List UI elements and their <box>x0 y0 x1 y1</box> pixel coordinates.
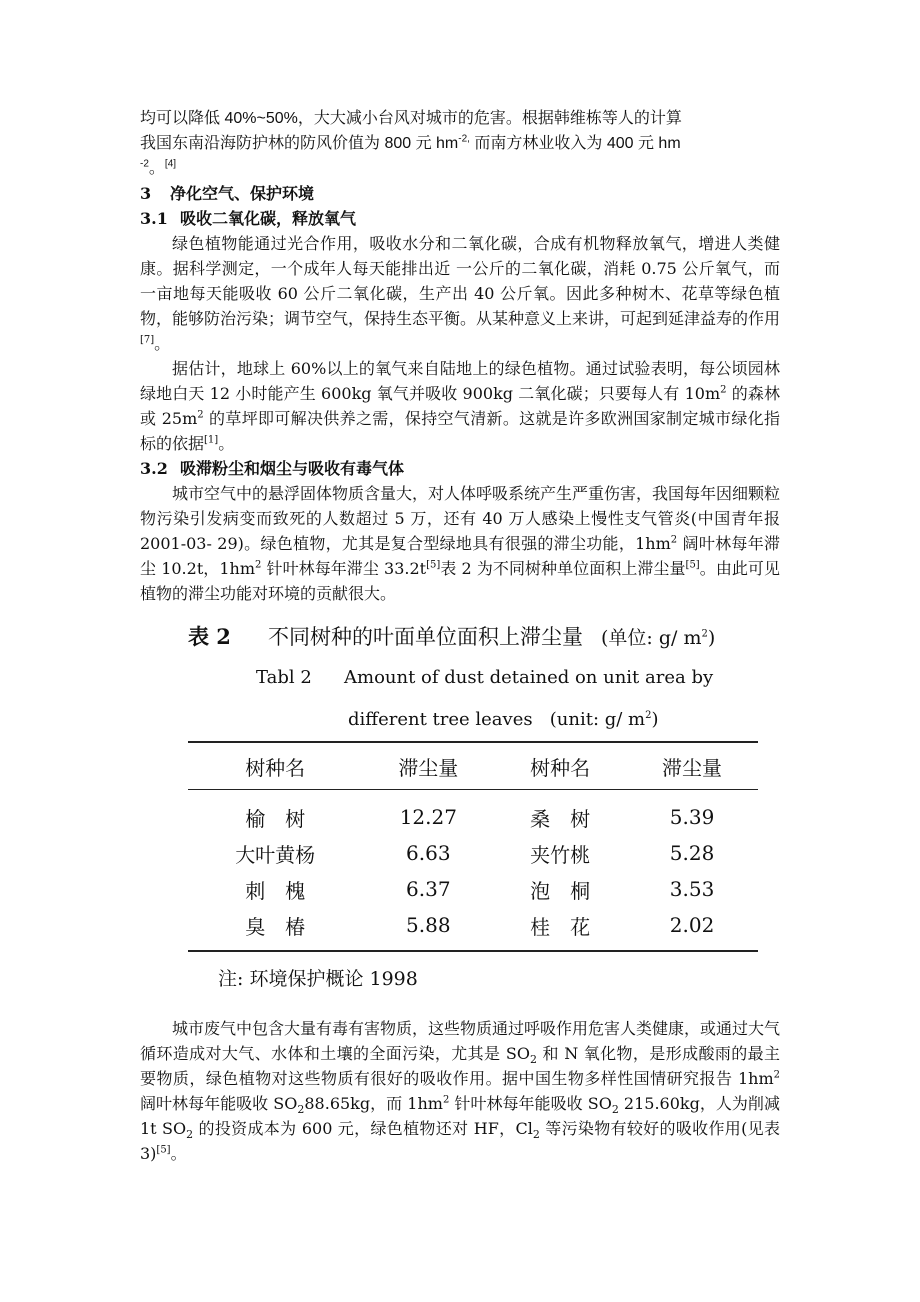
species-cell: 刺 槐 <box>245 878 306 903</box>
species-cell: 桑 树 <box>530 806 591 831</box>
dust-value-cell: 5.28 <box>669 841 715 865</box>
intro-paragraph: 均可以降低 40%~50%，大大减小台风对城市的危害。根据韩维栋等人的计算 我国东南沿海防护林的防风价值为 800 元 $hm^{-2,}$ 而南方林业收入为 400 元 hm $^{-2}$。[4] <box>140 110 682 177</box>
header-dust-2: 滞尘量 <box>626 742 758 790</box>
table-header-row <box>188 742 758 790</box>
dust-value-cell: 6.63 <box>406 841 451 865</box>
paragraph-3-1-a: 绿色植物能通过光合作用，吸收水分和二氧化碳，合成有机物释放氧气，增进人类健康。据科学测定，一个成年人每天能排出近 一公斤的二氧化碳，消耗 0.75 公斤氧气，而一亩地每天能吸收 60 公斤二氧化碳，生产出 40 公斤氧。因此多种树木、花草等绿色植物，能够防治污染；调节空气，保持生态平衡。从某种意义上来讲，可起到延津益寿的作用[7]。 <box>140 234 781 353</box>
species-cell: 大叶黄杨 <box>235 842 316 867</box>
header-species-1: 树种名 <box>188 742 362 790</box>
dust-value-cell: 12.27 <box>399 805 457 829</box>
table-caption-cn: 表 2 不同树种的叶面单位面积上滞尘量 (单位: g/ $m^2$) <box>188 624 716 649</box>
table-row <box>188 835 758 871</box>
table-2-figure <box>188 622 768 992</box>
dust-value-cell: 6.37 <box>406 877 451 901</box>
header-dust-1: 滞尘量 <box>362 742 494 790</box>
dust-value-cell: 2.02 <box>626 907 758 951</box>
paragraph-toxic-gas: 城市废气中包含大量有毒有害物质，这些物质通过呼吸作用危害人类健康，或通过大气循环造成对大气、水体和土壤的全面污染，尤其是 $SO_2$ 和 N 氧化物，是形成酸雨的最主要物质，绿色植物对这些物质有很好的吸收作用。据中国生物多样性国情研究报告 $1hm^2$ 阔叶林每年能吸收 $SO_288.65kg$，而 $1hm^2$ 针叶林每年能吸收 $SO_2$ 215.60kg，人为削减 1t $SO_2$ 的投资成本为 600 元，绿色植物还对 HF，$Cl_2$ 等污染物有较好的吸收作用(见表 3)[5]。 <box>140 1019 781 1163</box>
section-3-heading: 3 净化空气、保护环境 <box>140 184 315 203</box>
table-row <box>188 790 758 836</box>
dust-value-cell: 5.39 <box>669 805 715 829</box>
section-3-1-heading: 3.1 吸收二氧化碳，释放氧气 <box>140 209 357 228</box>
paragraph-3-2: 城市空气中的悬浮固体物质含量大，对人体呼吸系统产生严重伤害，我国每年因细颗粒物污染引发病变而致死的人数超过 5 万，还有 40 万人感染上慢性支气管炎(中国青年报 2001-03- 29)。绿色植物，尤其是复合型绿地具有很强的滞尘功能，$1hm^2$ 阔叶林每年滞尘 10.2t，$1hm^2$ 针叶林每年滞尘 33.2t[5]表 2 为不同树种单位面积上滞尘量[5]。由此可见植物的滞尘功能对环境的贡献很大。 <box>140 484 781 603</box>
species-cell: 臭 椿 <box>188 907 362 951</box>
table-row <box>188 871 758 907</box>
dust-table <box>188 741 758 952</box>
species-cell: 泡 桐 <box>530 878 591 903</box>
header-species-2: 树种名 <box>494 742 626 790</box>
table-row <box>188 907 758 951</box>
dust-value-cell: 5.88 <box>362 907 494 951</box>
section-3-2-heading: 3.2 吸滞粉尘和烟尘与吸收有毒气体 <box>140 459 405 478</box>
dust-value-cell: 3.53 <box>669 877 715 901</box>
table-note: 注: 环境保护概论 1998 <box>218 968 418 990</box>
species-cell: 夹竹桃 <box>530 842 591 867</box>
table-caption-en: Tabl 2 Amount of dust detained on unit area by <box>256 667 714 688</box>
table-caption-en-line2: different tree leaves (unit: g/ $m^2$) <box>348 709 659 730</box>
paragraph-3-1-b: 据估计，地球上 60%以上的氧气来自陆地上的绿色植物。通过试验表明，每公顷园林绿地白天 12 小时能产生 600kg 氧气并吸收 900kg 二氧化碳；只要每人有 $10m^2$ 的森林或 $25m^2$ 的草坪即可解决供养之需，保持空气清新。这就是许多欧洲国家制定城市绿化指标的依据[1]。 <box>140 359 780 453</box>
species-cell: 榆 树 <box>245 806 306 831</box>
species-cell: 桂 花 <box>494 907 626 951</box>
document-page <box>140 106 780 1166</box>
